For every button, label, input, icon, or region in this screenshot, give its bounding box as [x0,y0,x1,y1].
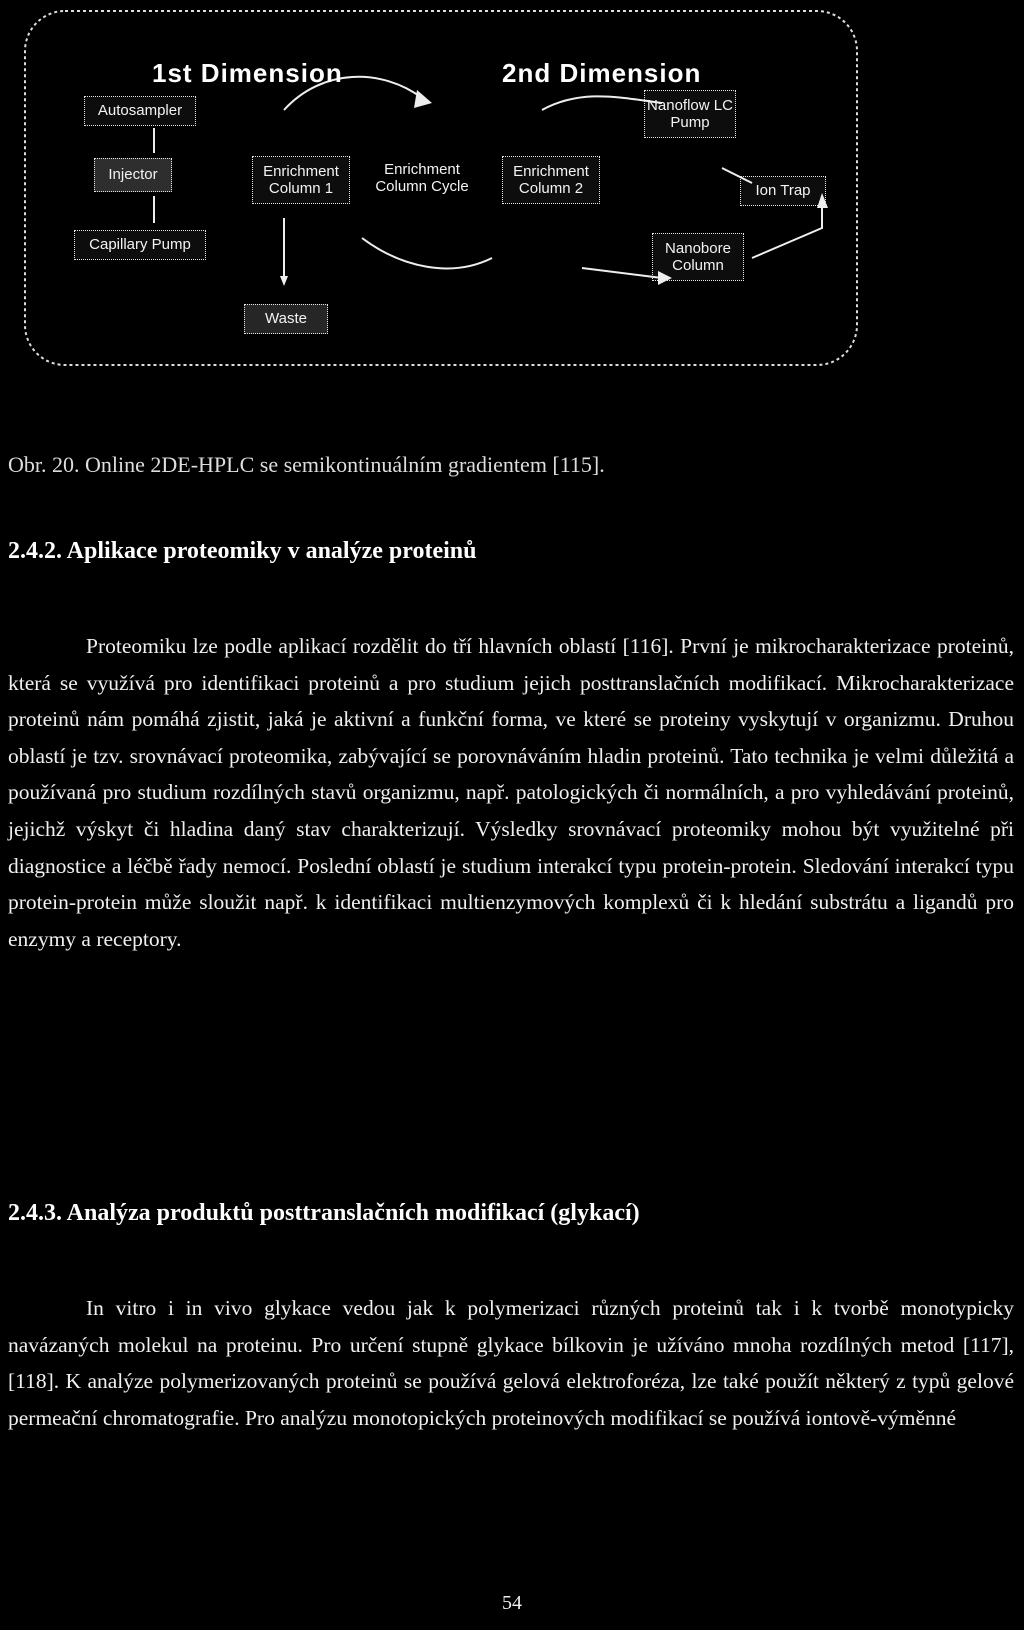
autosampler-box: Autosampler [84,96,196,126]
injector-box: Injector [94,158,172,192]
first-dimension-title: 1st Dimension [152,58,343,88]
figure-caption: Obr. 20. Online 2DE-HPLC se semikontinuálním gradientem [115]. [8,452,605,477]
section-heading-glycation: 2.4.3. Analýza produktů posttranslačních modifikací (glykací) [8,1200,640,1226]
nanoflow-pump-box: Nanoflow LC Pump [644,90,736,138]
enrichment-column-1-box: Enrichment Column 1 [252,156,350,204]
page-number: 54 [502,1592,522,1614]
waste-box: Waste [244,304,328,334]
nanobore-column-box: Nanobore Column [652,233,744,281]
capillary-pump-box: Capillary Pump [74,230,206,260]
ion-trap-box: Ion Trap [740,176,826,206]
2d-hplc-diagram [22,8,860,368]
paragraph-applications: Proteomiku lze podle aplikací rozdělit do tří hlavních oblastí [116]. První je mikrocharakterizace proteinů, která se využívá pro identifikaci proteinů a pro studium jejich posttranslačních modifikací. Mikrocharakterizace proteinů nám pomáhá zjistit, jaká je aktivní a funkční forma, ve které se proteiny vyskytují v organizmu. Druhou oblastí je tzv. srovnávací proteomika, zabývající se porovnáváním hladin proteinů. Tato technika je velmi důležitá a používaná pro studium rozdílných stavů organizmu, např. patologických či normálních, a pro vyhledávání proteinů, jejichž výskyt či hladina daný stav charakterizují. Výsledky srovnávací proteomiky mohou být využitelné při diagnostice a léčbě řady nemocí. Poslední oblastí je studium interakcí typu protein-protein. Sledování interakcí typu protein-protein může sloužit např. k identifikaci multienzymových komplexů či k hledání substrátu a ligandů pro enzymy a receptory. [8,634,1014,951]
enrichment-column-cycle-label: Enrichment Column Cycle [375,160,469,195]
section-heading-applications: 2.4.2. Aplikace proteomiky v analýze proteinů [8,538,477,564]
second-dimension-title: 2nd Dimension [502,58,702,88]
paragraph-glycation: In vitro i in vivo glykace vedou jak k polymerizaci různých proteinů tak i k tvorbě monotypicky navázaných molekul na proteinu. Pro určení stupně glykace bílkovin je užíváno mnoha rozdílných metod [117], [118]. K analýze polymerizovaných proteinů se používá gelová elektroforéza, lze také použít některý z typů gelové permeační chromatografie. Pro analýzu monotopických proteinových modifikací se používá iontově-výměnné [8,1296,1014,1430]
enrichment-column-2-box: Enrichment Column 2 [502,156,600,204]
